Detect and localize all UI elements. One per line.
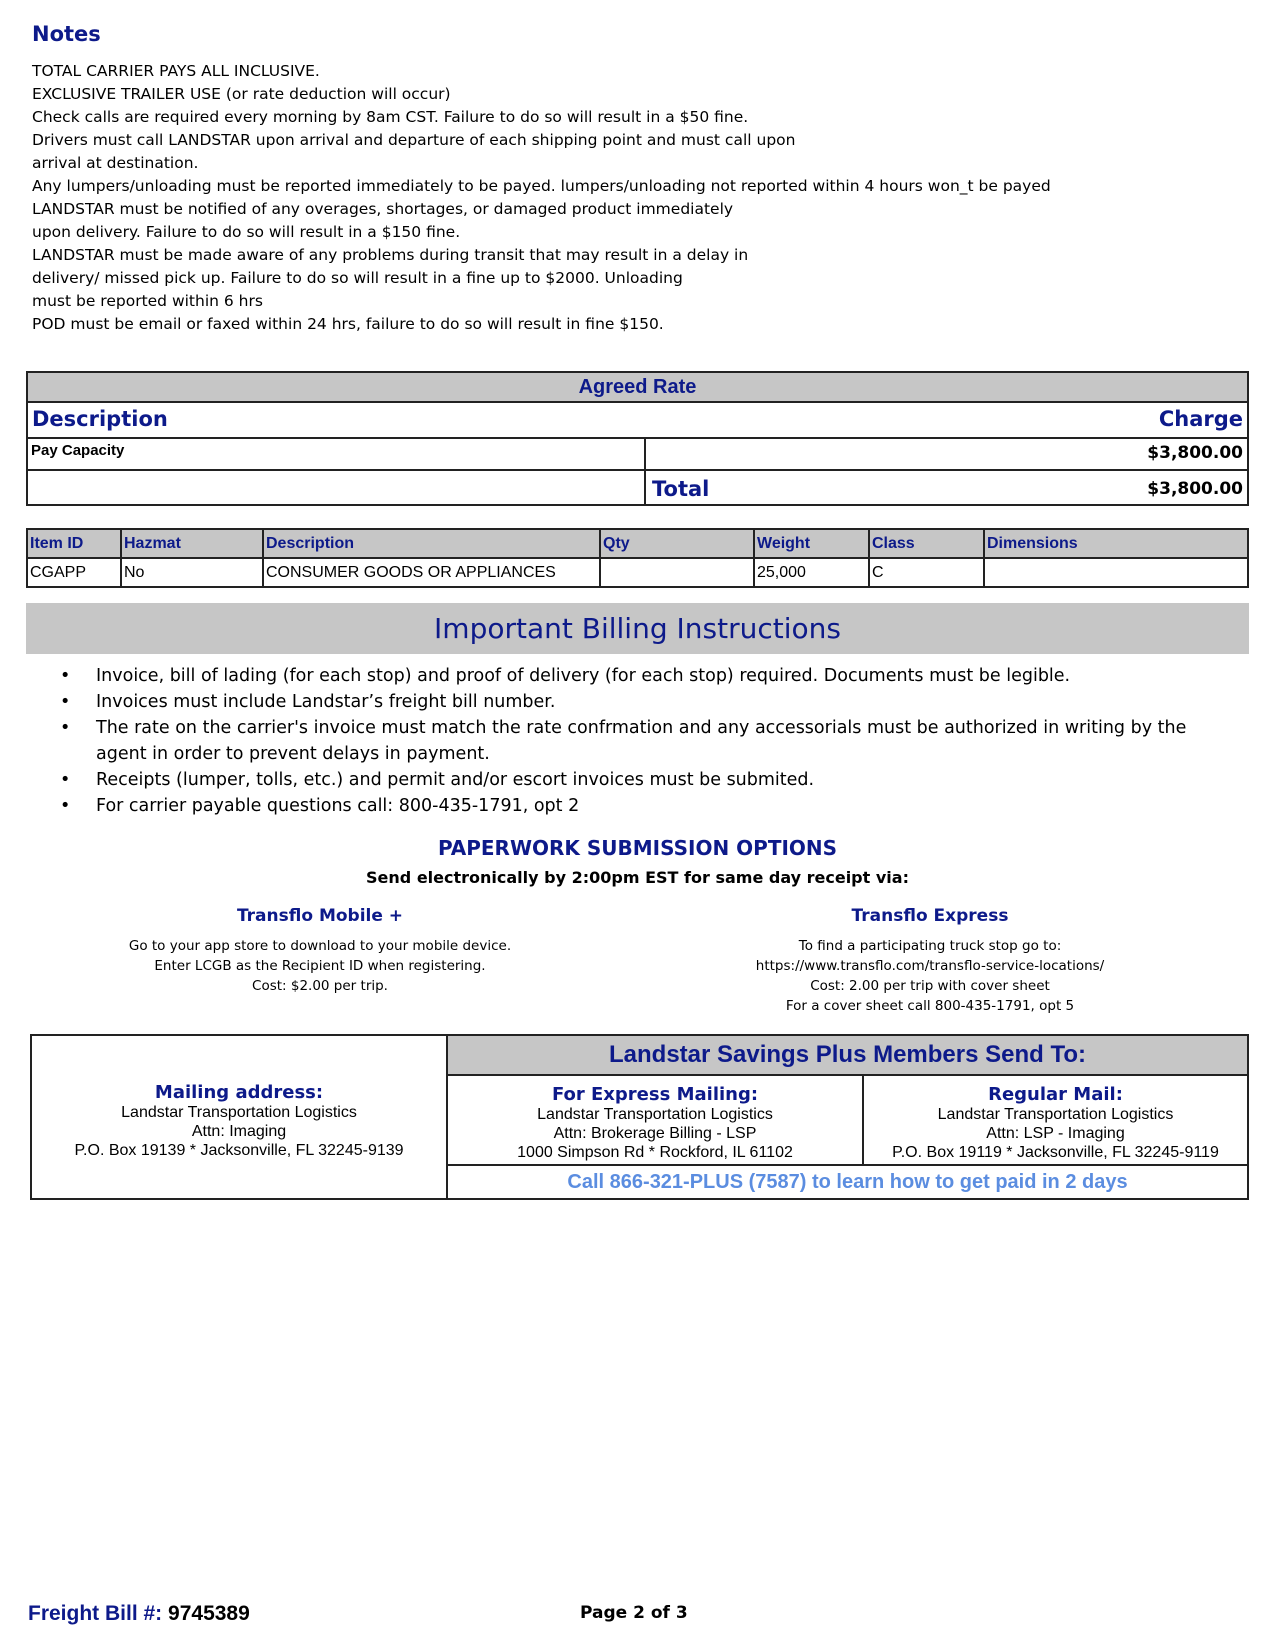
column-header: Class [869,529,984,558]
transflo-express-line: Cost: 2.00 per trip with cover sheet [810,978,1050,994]
item-id-cell: CGAPP [27,558,121,587]
column-header: Weight [754,529,869,558]
charge-header: Charge [1158,407,1243,431]
notes-line: LANDSTAR must be made aware of any problems during transit that may result in a delay in [32,246,749,264]
freight-bill-number: 9745389 [168,1602,250,1625]
freight-bill-label: Freight Bill #: [28,1602,163,1625]
dimensions-cell [984,558,1248,587]
transflo-mobile-line: Cost: $2.00 per trip. [252,978,388,994]
transflo-express-line: For a cover sheet call 800-435-1791, opt 5 [785,998,1075,1014]
savings-plus-section [448,1036,1247,1198]
savings-plus-heading: Landstar Savings Plus Members Send To: [448,1036,1247,1076]
bullet-icon: • [60,692,71,712]
table-row [27,558,1248,587]
list-item [60,715,1240,767]
items-header-row [27,529,1248,558]
mailing-address-section [32,1036,448,1198]
savings-plus-call-text: Call 866-321-PLUS (7587) to learn how to get paid in 2 days [567,1171,1128,1193]
items-table [26,528,1249,588]
bullet-text: Receipts (lumper, tolls, etc.) and permit and/or escort invoices must be submited. [96,770,815,790]
bullet-icon: • [60,718,71,738]
regular-mail-title: Regular Mail: [988,1084,1123,1105]
paperwork-title: PAPERWORK SUBMISSION OPTIONS [437,836,838,860]
column-divider [644,471,646,506]
total-amount: $3,800.00 [1147,479,1243,499]
paperwork-subtitle: Send electronically by 2:00pm EST for same day receipt via: [366,868,909,887]
column-header: Qty [600,529,754,558]
transflo-express-title: Transflo Express [851,906,1009,926]
notes-line: arrival at destination. [32,154,199,172]
column-header: Hazmat [121,529,263,558]
list-item [60,767,1240,793]
list-item [60,793,1240,819]
bullet-text: Invoice, bill of lading (for each stop) and proof of delivery (for each stop) required. Documents must be legible. [96,666,1071,686]
description-cell: CONSUMER GOODS OR APPLIANCES [263,558,600,587]
savings-plus-addresses [448,1076,1247,1166]
transflo-express-section [720,906,1140,1016]
class-cell: C [869,558,984,587]
rate-item-row [28,439,1247,471]
regular-mail-line: P.O. Box 19119 * Jacksonville, FL 32245-9119 [892,1144,1219,1161]
regular-mail-line: Landstar Transportation Logistics [937,1106,1174,1123]
notes-line: TOTAL CARRIER PAYS ALL INCLUSIVE. [32,62,320,80]
notes-line: EXCLUSIVE TRAILER USE (or rate deduction will occur) [32,85,451,103]
qty-cell [600,558,754,587]
column-header: Description [263,529,600,558]
rate-item-label: Pay Capacity [31,442,125,459]
mailing-address-line: Attn: Imaging [191,1123,287,1140]
agreed-rate-heading: Agreed Rate [28,373,1247,403]
bullet-text: For carrier payable questions call: 800-435-1791, opt 2 [96,796,580,816]
rate-item-amount: $3,800.00 [1147,443,1243,463]
column-header: Item ID [27,529,121,558]
transflo-express-line: To find a participating truck stop go to: [798,938,1062,954]
express-mailing-line: Attn: Brokerage Billing - LSP [553,1125,757,1142]
notes-line: Drivers must call LANDSTAR upon arrival and departure of each shipping point and must call upon [32,131,796,149]
express-mailing-line: 1000 Simpson Rd * Rockford, IL 61102 [517,1144,793,1161]
bullet-icon: • [60,770,71,790]
notes-line: Any lumpers/unloading must be reported immediately to be payed. lumpers/unloading not reported within 4 hours won_t be payed [32,177,1051,195]
notes-line: must be reported within 6 hrs [32,292,263,310]
express-mailing-title: For Express Mailing: [551,1084,759,1105]
billing-instructions-title: Important Billing Instructions [26,603,1249,654]
notes-line: POD must be email or faxed within 24 hrs, failure to do so will result in fine $150. [32,315,664,333]
total-label: Total [652,477,710,501]
bullet-icon: • [60,796,71,816]
bullet-text: The rate on the carrier's invoice must match the rate confrmation and any accessorials must be authorized in writing by the agent in order to prevent delays in payment. [96,718,1187,764]
regular-mail-section [864,1076,1247,1164]
mailing-address-box [30,1034,1249,1200]
bullet-icon: • [60,666,71,686]
transflo-mobile-line: Enter LCGB as the Recipient ID when registering. [154,958,486,974]
express-mailing-section [448,1076,864,1164]
notes-line: LANDSTAR must be notified of any overages, shortages, or damaged product immediately [32,200,734,218]
billing-instructions-list [60,663,1240,819]
notes-line: upon delivery. Failure to do so will result in a $150 fine. [32,223,461,241]
mailing-address-line: P.O. Box 19139 * Jacksonville, FL 32245-9139 [74,1142,404,1159]
notes-body [32,60,1051,336]
transflo-mobile-title: Transflo Mobile + [236,906,404,926]
hazmat-cell: No [121,558,263,587]
weight-cell: 25,000 [754,558,869,587]
bullet-text: Invoices must include Landstar’s freight bill number. [96,692,556,712]
notes-line: Check calls are required every morning by 8am CST. Failure to do so will result in a $50 fine. [32,108,749,126]
regular-mail-line: Attn: LSP - Imaging [986,1125,1125,1142]
list-item [60,689,1240,715]
freight-bill [28,1602,250,1626]
agreed-rate-table [26,371,1249,506]
rate-header-row [28,403,1247,439]
column-divider [644,439,646,469]
express-mailing-line: Landstar Transportation Logistics [537,1106,773,1123]
mailing-address-title: Mailing address: [154,1082,324,1103]
list-item [60,663,1240,689]
notes-title: Notes [32,22,101,46]
transflo-mobile-section [110,906,530,996]
mailing-address-line: Landstar Transportation Logistics [121,1104,357,1121]
notes-line: delivery/ missed pick up. Failure to do so will result in a fine up to $2000. Unloading [32,269,683,287]
rate-total-row [28,471,1247,506]
column-header: Dimensions [984,529,1248,558]
description-header: Description [32,407,168,431]
transflo-express-link[interactable]: https://www.transflo.com/transflo-service-locations/ [755,958,1105,974]
transflo-mobile-line: Go to your app store to download to your mobile device. [128,938,512,954]
page-number: Page 2 of 3 [580,1603,688,1623]
